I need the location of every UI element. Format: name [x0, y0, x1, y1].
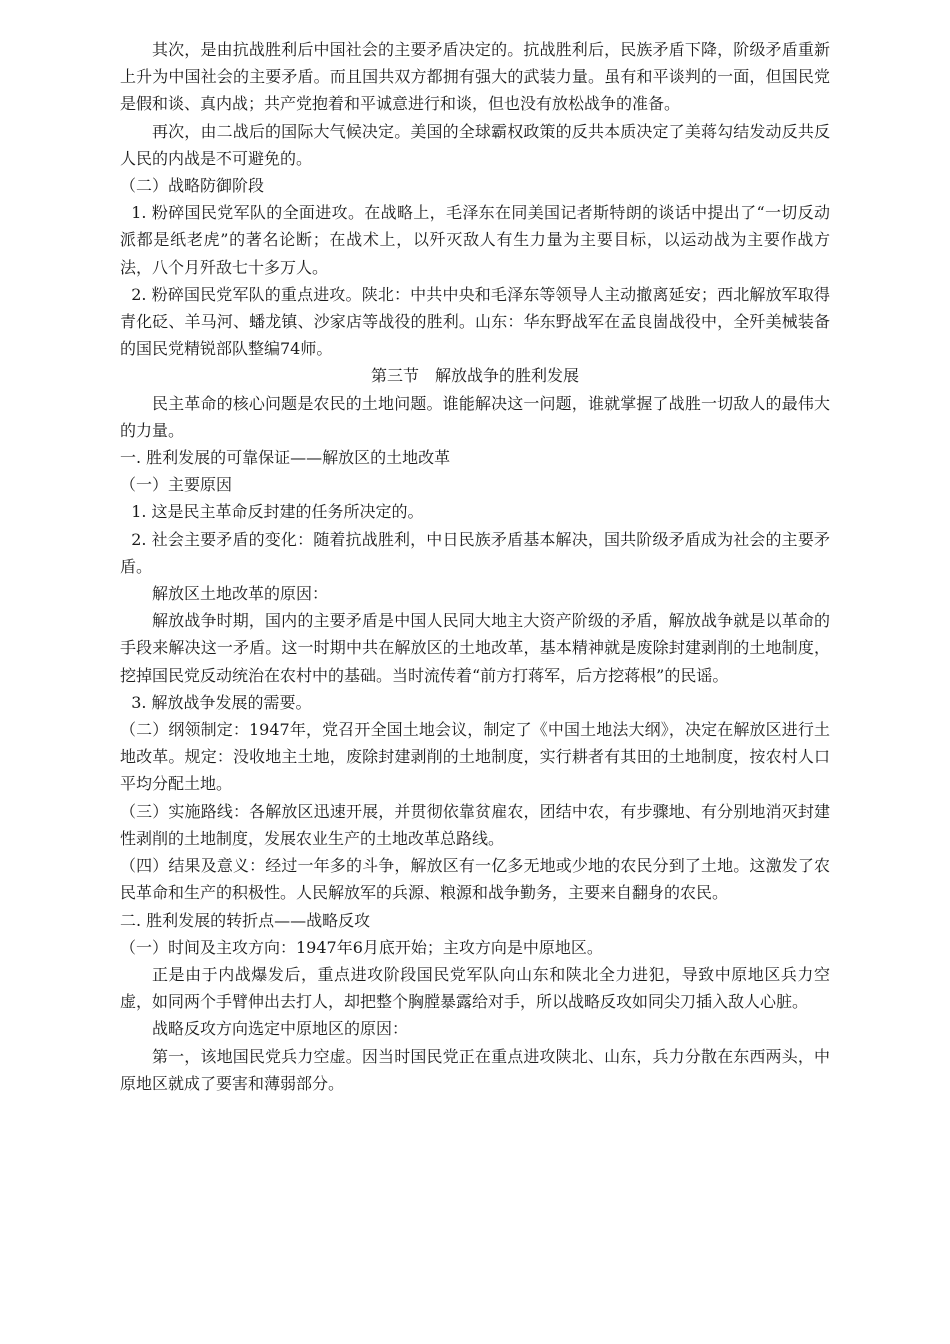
subsection-paragraph: （三）实施路线：各解放区迅速开展，并贯彻依靠贫雇农，团结中农，有步骤地、有分别地消灭封建性剥削的土地制度，发展农业生产的土地改革总路线。	[120, 801, 830, 848]
numbered-item: 3. 解放战争发展的需要。	[131, 692, 312, 712]
paragraph: 民主革命的核心问题是农民的土地问题。谁能解决这一问题，谁就掌握了战胜一切敌人的最伟大的力量。	[120, 393, 830, 440]
paragraph: 正是由于内战爆发后，重点进攻阶段国民党军队向山东和陕北全力进犯，导致中原地区兵力空虚，如同两个手臂伸出去打人，却把整个胸膛暴露给对手，所以战略反攻如同尖刀插入敌人心脏。	[120, 964, 830, 1012]
paragraph: 其次，是由抗战胜利后中国社会的主要矛盾决定的。抗战胜利后，民族矛盾下降，阶级矛盾重新上升为中国社会的主要矛盾。而且国共双方都拥有强大的武装力量。虽有和平谈判的一面，但国民党是假和谈、真内战；共产党抱着和平诚意进行和谈，但也没有放松战争的准备。	[120, 40, 830, 114]
numbered-item: 1. 粉碎国民党军队的全面进攻。在战略上，毛泽东在同美国记者斯特朗的谈话中提出了“一切反动派都是纸老虎”的著名论断；在战术上，以歼灭敌人有生力量为主要目标，以运动战为主要作战方法，八个月歼敌七十多万人。	[120, 203, 830, 277]
subsection-paragraph: （一）时间及主攻方向：1947年6月底开始；主攻方向是中原地区。	[120, 937, 603, 957]
numbered-item: 1. 这是民主革命反封建的任务所决定的。	[131, 502, 424, 522]
subsection-heading: （一）主要原因	[120, 475, 233, 495]
subsection-paragraph: （二）纲领制定：1947年，党召开全国土地会议，制定了《中国土地法大纲》，决定在解放区进行土地改革。规定：没收地主土地，废除封建剥削的土地制度，实行耕者有其田的土地制度，按农村人口平均分配土地。	[120, 720, 830, 794]
paragraph: 第一，该地国民党兵力空虚。因当时国民党正在重点进攻陕北、山东，兵力分散在东西两头，中原地区就成了要害和薄弱部分。	[120, 1046, 830, 1093]
paragraph: 解放战争时期，国内的主要矛盾是中国人民同大地主大资产阶级的矛盾，解放战争就是以革命的手段来解决这一矛盾。这一时期中共在解放区的土地改革，基本精神就是废除封建剥削的土地制度，挖掉国民党反动统治在农村中的基础。当时流传着“前方打蒋军，后方挖蒋根”的民谣。	[120, 611, 830, 685]
subsection-heading: （二）战略防御阶段	[120, 176, 265, 196]
section-heading: 一. 胜利发展的可靠保证——解放区的土地改革	[120, 448, 451, 468]
subsection-paragraph: （四）结果及意义：经过一年多的斗争，解放区有一亿多无地或少地的农民分到了土地。这激发了农民革命和生产的积极性。人民解放军的兵源、粮源和战争勤务，主要来自翻身的农民。	[120, 856, 830, 903]
section-title: 第三节 解放战争的胜利发展	[370, 366, 579, 386]
paragraph: 解放区土地改革的原因：	[152, 584, 329, 604]
paragraph: 战略反攻方向选定中原地区的原因：	[152, 1019, 409, 1039]
paragraph: 再次，由二战后的国际大气候决定。美国的全球霸权政策的反共本质决定了美蒋勾结发动反共反人民的内战是不可避免的。	[120, 121, 830, 168]
numbered-item: 2. 社会主要矛盾的变化：随着抗战胜利，中日民族矛盾基本解决，国共阶级矛盾成为社会的主要矛盾。	[120, 529, 830, 576]
numbered-item: 2. 粉碎国民党军队的重点进攻。陕北：中共中央和毛泽东等领导人主动撤离延安；西北解放军取得青化砭、羊马河、蟠龙镇、沙家店等战役的胜利。山东：华东野战军在孟良崮战役中，全歼美械装备的国民党精锐部队整编74师。	[120, 284, 830, 359]
section-heading: 二. 胜利发展的转折点——战略反攻	[120, 910, 371, 930]
